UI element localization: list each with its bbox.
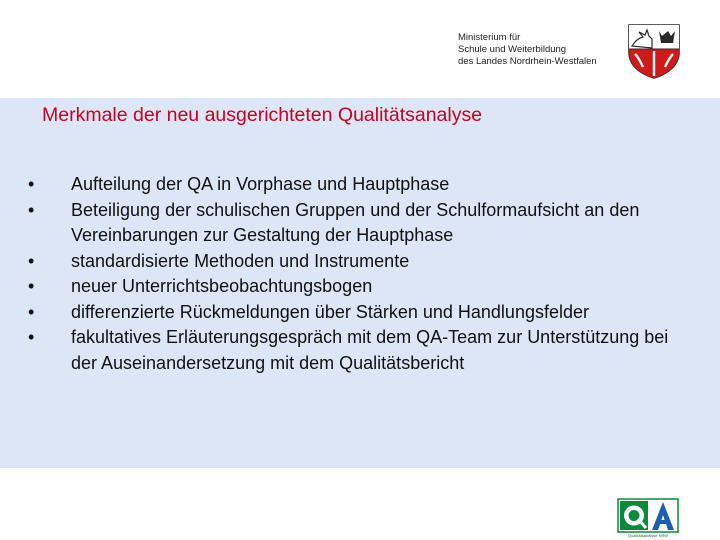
bullet-marker: • xyxy=(28,174,35,194)
list-item xyxy=(28,300,698,326)
bullet-marker: • xyxy=(28,250,35,271)
ministry-line-3: des Landes Nordrhein-Westfalen xyxy=(458,56,597,67)
bullet-marker: • xyxy=(28,327,35,347)
list-item xyxy=(28,198,698,249)
ministry-name xyxy=(458,32,597,68)
list-item xyxy=(28,274,698,300)
bullet-text: fakultatives Erläuterungsgespräch mit dem QA-Team zur Unterstützung bei der Auseinandersetzung mit dem Qualitätsbericht xyxy=(71,327,669,373)
nrw-coat-of-arms-icon xyxy=(625,22,683,80)
qa-logo-caption: Qualitätsanalyse NRW xyxy=(627,533,669,538)
bullet-text: Beteiligung der schulischen Gruppen und der Schulformaufsicht an den Vereinbarungen zur Gestaltung der Hauptphase xyxy=(71,199,640,245)
bullet-list xyxy=(28,172,698,376)
ministry-line-2: Schule und Weiterbildung xyxy=(458,44,567,55)
list-item xyxy=(28,249,698,275)
bullet-marker: • xyxy=(28,199,35,220)
slide-header xyxy=(0,0,720,98)
bullet-marker: • xyxy=(28,276,35,296)
list-item xyxy=(28,325,698,376)
list-item xyxy=(28,172,698,198)
bullet-marker: • xyxy=(28,301,35,322)
bullet-text: Aufteilung der QA in Vorphase und Hauptphase xyxy=(71,174,450,194)
bullet-text: neuer Unterrichtsbeobachtungsbogen xyxy=(71,276,373,296)
bullet-text: differenzierte Rückmeldungen über Stärken und Handlungsfelder xyxy=(71,301,589,322)
bullet-text: standardisierte Methoden und Instrumente xyxy=(71,250,410,271)
slide-title: Merkmale der neu ausgerichteten Qualitätsanalyse xyxy=(42,104,483,126)
ministry-line-1: Ministerium für xyxy=(458,32,521,43)
